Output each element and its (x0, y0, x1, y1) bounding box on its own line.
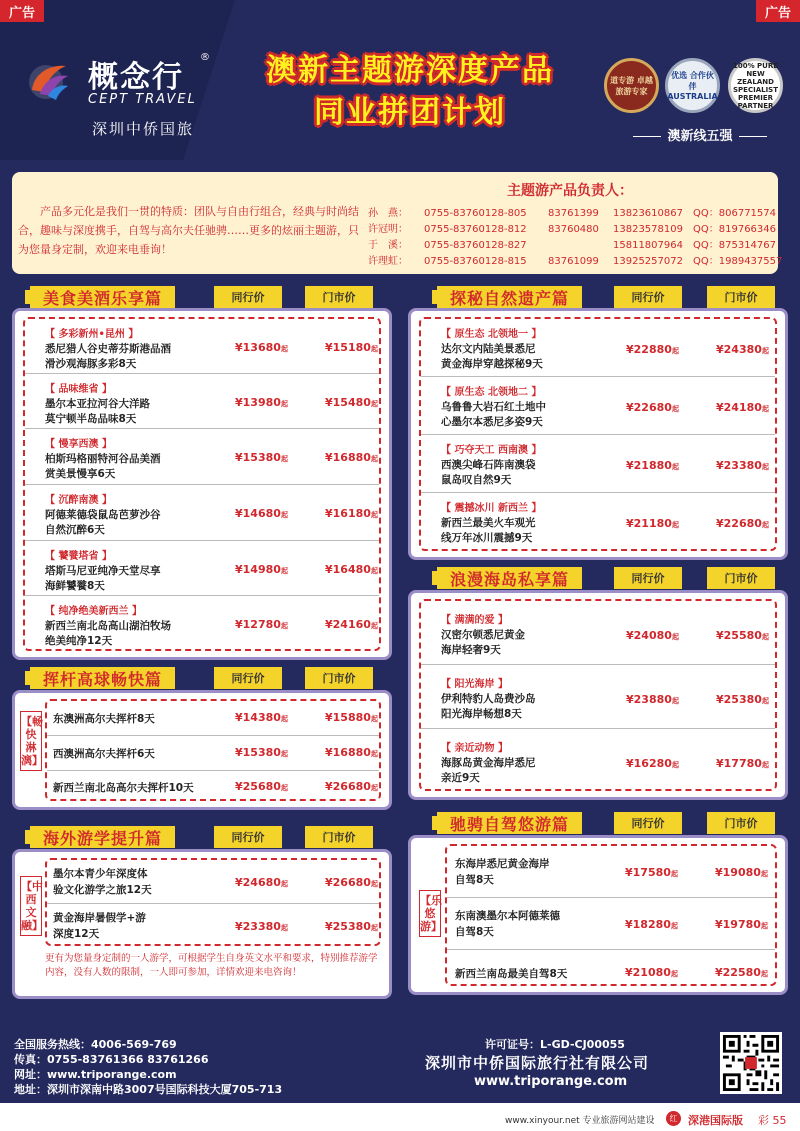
title-line-2: 同业拼团计划 (314, 95, 506, 130)
product-row[interactable]: 【 原生态 北领地二 】 乌鲁鲁大岩石红土地中 心墨尔本悉尼多姿9天 ¥22680起 ¥24180起 (421, 377, 775, 435)
address: 地址：深圳市深南中路3007号国际科技大厦705-713 (14, 1083, 283, 1096)
page-title (240, 50, 580, 134)
registered-mark: ® (200, 52, 210, 63)
golf-side-tag: 【畅快淋漓】 (20, 711, 42, 771)
company-name: 深圳市中侨国际旅行社有限公司 (425, 1054, 650, 1072)
product-row[interactable]: 东澳洲高尔夫挥杆8天 ¥14380起 ¥15880起 (47, 701, 379, 736)
product-row[interactable]: 墨尔本青少年深度体 验文化游学之旅12天 ¥24680起 ¥26680起 (47, 860, 379, 904)
peer-price-header: 同行价 (614, 567, 682, 589)
ad-label-right: 广告 (756, 0, 800, 22)
product-row[interactable]: 【 沉醉南澳 】 阿德莱德袋鼠岛芭萝沙谷 自然沉醉6天 ¥14680起 ¥16180起 (25, 485, 379, 541)
footer (0, 1028, 800, 1103)
product-row[interactable]: 【 亲近动物 】 海豚岛黄金海岸悉尼 亲近9天 ¥16280起 ¥17780起 (441, 743, 769, 784)
logo-mark-icon (22, 52, 74, 104)
product-row[interactable]: 新西兰南岛最美自驾8天 ¥21080起 ¥22580起 (455, 966, 768, 980)
section-title-golf: 挥杆高球畅快篇 (30, 667, 175, 689)
island-product-box (408, 590, 788, 800)
product-row[interactable]: 【 饕餮塔省 】 塔斯马尼亚纯净天堂尽享 海鲜饕餮8天 ¥14980起 ¥16480起 (25, 541, 379, 596)
nature-product-box (408, 308, 788, 560)
company-url: www.triporange.com (474, 1074, 628, 1089)
bottom-strip (0, 1103, 800, 1131)
product-row[interactable]: 【 原生态 北领地一 】 达尔文内陆美景悉尼 黄金海岸穿越探秘9天 ¥22880起 ¥24380起 (421, 319, 775, 377)
drive-product-box (408, 835, 788, 995)
product-row[interactable]: 【 多彩新州•昆州 】 悉尼猎人谷史蒂芬斯港品酒 滑沙观海豚多彩8天 ¥13680起 ¥15180起 (25, 319, 379, 374)
info-panel: 产品多元化是我们一贯的特质：团队与自由行组合，经典与时尚结合，趣味与深度携手，自驾与高尔夫任驰骋……更多的炫丽主题游，只为您量身定制，欢迎来电垂询！ 主题游产品负责人： 孙 燕： 0755-83760128-805 83761399 13823610867 QQ：806771574 许冠明： 0755-83760128-812 83760480 13823578109 QQ：819766346 于 溪： 0755-83760128-827 15811807964 QQ：875314767 许理虹： 0755-83760128-815 83761099 13925257072 QQ：1989437557 (12, 172, 778, 274)
product-row[interactable]: 【 纯净绝美新西兰 】 新西兰南北岛高山湖泊牧场 绝美纯净12天 ¥12780起 ¥24160起 (45, 606, 378, 647)
product-row[interactable]: 东南澳墨尔本阿德莱德 自驾8天 ¥18280起 ¥19780起 (447, 898, 775, 950)
product-row[interactable]: 西澳洲高尔夫挥杆6天 ¥15380起 ¥16880起 (47, 736, 379, 771)
edition-mark: 红 (666, 1111, 681, 1126)
section-title-island: 浪漫海岛私享篇 (437, 567, 582, 589)
market-price-header: 门市价 (305, 667, 373, 689)
section-title-food: 美食美酒乐享篇 (30, 286, 175, 308)
peer-price-header: 同行价 (214, 286, 282, 308)
study-note: 更有为您量身定制的一人游学，可根据学生自身英文水平和要求，特别推荐游学内容，没有人数的限制，一人即可参加，详情欢迎来电咨询！ (45, 953, 378, 978)
qr-code-icon (720, 1032, 782, 1094)
partner-badge: 优选 合作伙伴 AUSTRALIA (665, 58, 720, 113)
section-title-drive: 驰骋自驾悠游篇 (437, 812, 582, 834)
product-row[interactable]: 【 慢享西澳 】 柏斯玛格丽特河谷品美酒 赏美景慢享6天 ¥15380起 ¥16880起 (25, 429, 379, 485)
header (0, 0, 800, 160)
section-title-nature: 探秘自然遗产篇 (437, 286, 582, 308)
market-price-header: 门市价 (305, 826, 373, 848)
section-title-study: 海外游学提升篇 (30, 826, 175, 848)
peer-price-header: 同行价 (614, 812, 682, 834)
golf-product-box (12, 690, 392, 810)
product-row[interactable]: 东海岸悉尼黄金海岸 自驾8天 ¥17580起 ¥19080起 (447, 846, 775, 898)
fax-number: 传真：0755-83761366 83761266 (14, 1053, 209, 1066)
contact-heading: 主题游产品负责人： (507, 183, 633, 199)
market-price-header: 门市价 (707, 286, 775, 308)
expert-badge: 道专游 卓越 旅游专家 (604, 58, 659, 113)
market-price-header: 门市价 (305, 286, 373, 308)
market-price-header: 门市价 (707, 812, 775, 834)
product-row[interactable]: 【 震撼冰川 新西兰 】 新西兰最美火车观光 线万年冰川震撼9天 ¥21180起 ¥22680起 (441, 503, 769, 544)
peer-price-header: 同行价 (614, 286, 682, 308)
product-row[interactable]: 【 满满的爱 】 汉密尔顿悉尼黄金 海岸轻奢9天 ¥24080起 ¥25580起 (421, 601, 775, 665)
product-row[interactable]: 新西兰南北岛高尔夫挥杆10天 ¥25680起 ¥26680起 (53, 780, 378, 794)
edition-name: 深港国际版 (688, 1114, 743, 1127)
new-zealand-specialist-badge: 100% PURE NEW ZEALAND SPECIALIST PREMIER PARTNER (728, 58, 783, 113)
peer-price-header: 同行价 (214, 667, 282, 689)
study-side-tag: 【中西文融】 (20, 876, 42, 936)
service-hotline: 全国服务热线：4006-569-769 (14, 1038, 177, 1051)
site-credit: www.xinyour.net 专业旅游网站建设 (505, 1116, 655, 1126)
drive-side-tag: 【乐悠游】 (419, 890, 441, 937)
product-row[interactable]: 黄金海岸暑假学+游 深度12天 ¥23380起 ¥25380起 (53, 912, 378, 940)
five-strong-label: 澳新线五强 (620, 125, 780, 144)
product-row[interactable]: 【 品味维省 】 墨尔本亚拉河谷大洋路 莫宁顿半岛品味8天 ¥13980起 ¥15480起 (25, 374, 379, 429)
website: 网址：www.triporange.com (14, 1068, 177, 1081)
study-product-box (12, 849, 392, 999)
peer-price-header: 同行价 (214, 826, 282, 848)
ad-label-left: 广告 (0, 0, 44, 22)
logo-english: CEPT TRAVEL (88, 92, 197, 107)
logo-subtitle: 深圳中侨国旅 (92, 120, 195, 138)
intro-text: 产品多元化是我们一贯的特质：团队与自由行组合，经典与时尚结合，趣味与深度携手，自驾与高尔夫任驰骋……更多的炫丽主题游，只为您量身定制，欢迎来电垂询！ (18, 205, 359, 256)
page-number: 彩 55 (758, 1114, 787, 1127)
logo-chinese: 概念行 (88, 60, 184, 95)
market-price-header: 门市价 (707, 567, 775, 589)
food-product-box (12, 308, 392, 660)
product-row[interactable]: 【 巧夺天工 西南澳 】 西澳尖峰石阵南澳袋 鼠岛叹自然9天 ¥21880起 ¥23380起 (421, 435, 775, 493)
title-line-1: 澳新主题游深度产品 (266, 53, 554, 88)
license-number: 许可证号：L-GD-CJ00055 (485, 1038, 625, 1051)
product-row[interactable]: 【 阳光海岸 】 伊利特豹人岛费沙岛 阳光海岸畅想8天 ¥23880起 ¥25380起 (421, 665, 775, 729)
